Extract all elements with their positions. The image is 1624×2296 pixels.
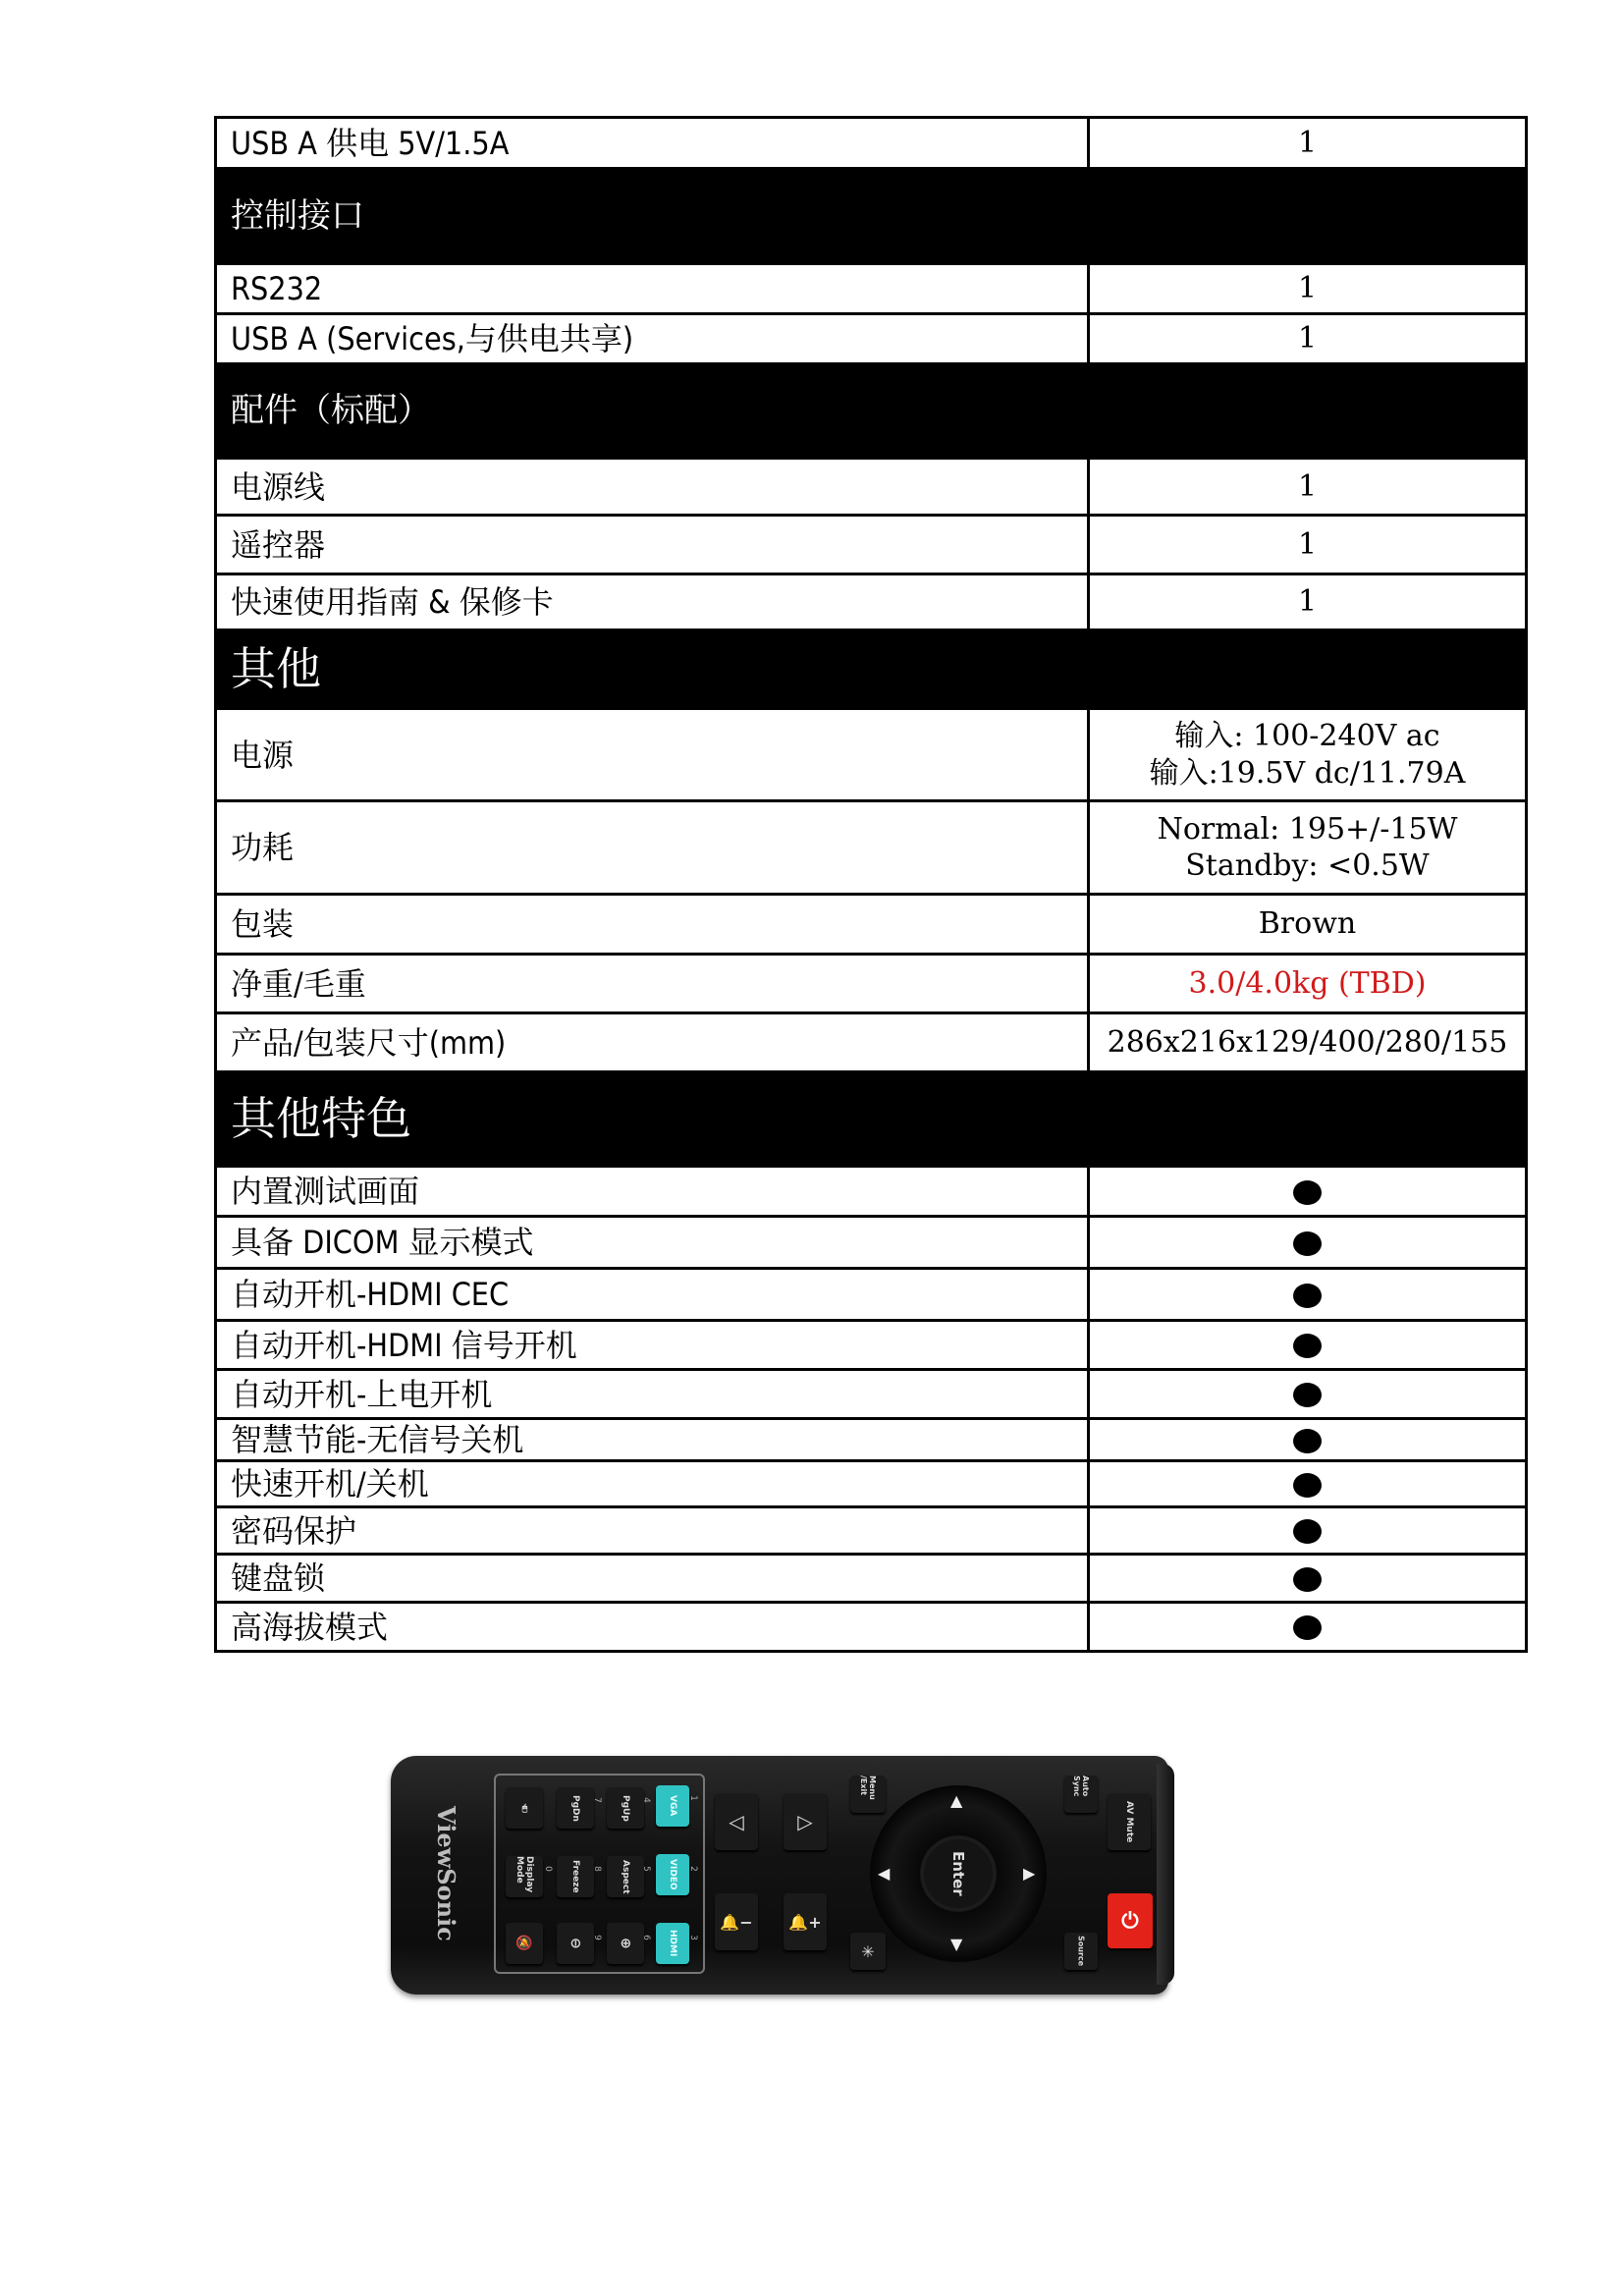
zoom-in-icon: ⊕	[607, 1923, 644, 1964]
brand-logo: ViewSonic	[432, 1806, 460, 1941]
table-row	[216, 1321, 1527, 1370]
row-value	[1089, 1555, 1527, 1603]
row-label: RS232	[216, 264, 1089, 314]
row-value	[1089, 709, 1527, 801]
num-label: 0	[542, 1866, 553, 1872]
num-label: 4	[640, 1797, 651, 1803]
bullet-icon	[1293, 1519, 1322, 1544]
remote-endcap	[1157, 1764, 1174, 1985]
remote-keypad	[494, 1774, 705, 1974]
section-title: 其他	[216, 630, 1527, 709]
pgdn-key: PgDn	[557, 1787, 594, 1829]
row-label: 自动开机-HDMI 信号开机	[216, 1321, 1089, 1370]
left-arrow-icon: ◀	[878, 1864, 891, 1883]
table-row	[216, 1555, 1527, 1603]
bullet-icon	[1293, 1567, 1322, 1592]
freeze-key: Freeze	[557, 1856, 594, 1897]
table-row	[216, 118, 1527, 169]
light-icon: ✳	[850, 1933, 886, 1970]
row-value: Brown	[1089, 895, 1527, 955]
vga-key: VGA	[656, 1785, 689, 1827]
row-label: 密码保护	[216, 1507, 1089, 1555]
section-header-control	[216, 169, 1527, 264]
row-label: 键盘锁	[216, 1555, 1089, 1603]
num-label: 2	[687, 1866, 698, 1872]
bullet-icon	[1293, 1284, 1322, 1308]
row-label: 智慧节能-无信号关机	[216, 1419, 1089, 1461]
num-label: 8	[591, 1866, 602, 1872]
row-value: 1	[1089, 516, 1527, 574]
source-key: Source	[1064, 1933, 1098, 1970]
section-header-features	[216, 1072, 1527, 1167]
row-label: 功耗	[216, 801, 1089, 895]
power-icon: ⏻	[1108, 1893, 1153, 1948]
enter-key: Enter	[924, 1839, 993, 1908]
video-key: VIDEO	[656, 1854, 689, 1895]
row-value	[1089, 1167, 1527, 1217]
row-value	[1089, 1461, 1527, 1507]
row-value	[1089, 1507, 1527, 1555]
row-label: 具备 DICOM 显示模式	[216, 1217, 1089, 1269]
section-title: 配件（标配）	[216, 364, 1527, 459]
table-row	[216, 264, 1527, 314]
num-label: 6	[640, 1935, 651, 1941]
row-label: 内置测试画面	[216, 1167, 1089, 1217]
table-row	[216, 516, 1527, 574]
table-row	[216, 955, 1527, 1013]
num-label: 3	[687, 1935, 698, 1941]
bullet-icon	[1293, 1334, 1322, 1358]
bullet-icon	[1293, 1473, 1322, 1498]
mute-icon: 🔕	[506, 1923, 543, 1964]
pgup-key: PgUp	[607, 1787, 644, 1829]
spec-table	[214, 116, 1528, 1653]
table-row	[216, 1013, 1527, 1072]
bullet-icon	[1293, 1231, 1322, 1256]
row-label: 产品/包装尺寸(mm)	[216, 1013, 1089, 1072]
row-label: 高海拔模式	[216, 1603, 1089, 1652]
num-label: 9	[591, 1935, 602, 1941]
row-label: 快速开机/关机	[216, 1461, 1089, 1507]
table-row	[216, 1167, 1527, 1217]
num-label: 7	[591, 1797, 602, 1803]
display-mode-key: Display Mode	[506, 1856, 543, 1897]
mouse-icon: 🖱	[506, 1787, 543, 1829]
bullet-icon	[1293, 1429, 1322, 1453]
row-value	[1089, 801, 1527, 895]
section-header-accessories	[216, 364, 1527, 459]
row-value	[1089, 1419, 1527, 1461]
row-label: 包装	[216, 895, 1089, 955]
section-title: 其他特色	[216, 1072, 1527, 1167]
row-label: 电源线	[216, 459, 1089, 516]
table-row	[216, 709, 1527, 801]
row-value: 1	[1089, 314, 1527, 364]
row-value: 1	[1089, 264, 1527, 314]
row-label: 净重/毛重	[216, 955, 1089, 1013]
table-row	[216, 1269, 1527, 1321]
bullet-icon	[1293, 1180, 1322, 1205]
table-row	[216, 1370, 1527, 1419]
volume-up-icon: 🔔+	[784, 1893, 827, 1950]
row-value	[1089, 1217, 1527, 1269]
row-value	[1089, 1370, 1527, 1419]
remote-control-image	[391, 1756, 1168, 1995]
menu-exit-key: Menu /Exit	[850, 1776, 886, 1813]
table-row	[216, 1217, 1527, 1269]
section-title: 控制接口	[216, 169, 1527, 264]
row-value	[1089, 1269, 1527, 1321]
table-row	[216, 1419, 1527, 1461]
value-line: Normal: 195+/-15W	[1157, 811, 1458, 847]
value-line: 输入: 100-240V ac	[1174, 719, 1440, 753]
zoom-out-icon: ⊖	[557, 1923, 594, 1964]
av-mute-key: AV Mute	[1108, 1793, 1151, 1850]
keystone-left-icon: ◁	[715, 1793, 758, 1850]
table-row	[216, 574, 1527, 630]
value-line: 输入:19.5V dc/11.79A	[1149, 755, 1466, 791]
down-arrow-icon: ▼	[950, 1935, 963, 1953]
row-value-tbd: 3.0/4.0kg (TBD)	[1089, 955, 1527, 1013]
row-label: USB A (Services,与供电共享)	[216, 314, 1089, 364]
table-row	[216, 1507, 1527, 1555]
row-label: USB A 供电 5V/1.5A	[216, 118, 1089, 169]
aspect-key: Aspect	[607, 1856, 644, 1897]
dpad	[870, 1785, 1047, 1962]
keystone-right-icon: ▷	[784, 1793, 827, 1850]
right-arrow-icon: ▶	[1023, 1864, 1036, 1883]
row-value: 286x216x129/400/280/155	[1089, 1013, 1527, 1072]
num-label: 5	[640, 1866, 651, 1872]
volume-down-icon: 🔔−	[715, 1893, 758, 1950]
row-label: 电源	[216, 709, 1089, 801]
row-value: 1	[1089, 459, 1527, 516]
row-label: 遥控器	[216, 516, 1089, 574]
row-value: 1	[1089, 574, 1527, 630]
row-value	[1089, 1603, 1527, 1652]
bullet-icon	[1293, 1383, 1322, 1407]
row-label: 自动开机-HDMI CEC	[216, 1269, 1089, 1321]
table-row	[216, 1461, 1527, 1507]
table-row	[216, 895, 1527, 955]
row-value: 1	[1089, 118, 1527, 169]
num-label: 1	[687, 1795, 698, 1801]
table-row	[216, 459, 1527, 516]
row-label: 快速使用指南 & 保修卡	[216, 574, 1089, 630]
row-value	[1089, 1321, 1527, 1370]
section-header-other	[216, 630, 1527, 709]
table-row	[216, 801, 1527, 895]
bullet-icon	[1293, 1615, 1322, 1640]
row-label: 自动开机-上电开机	[216, 1370, 1089, 1419]
value-line: Standby: <0.5W	[1185, 848, 1430, 883]
table-row	[216, 1603, 1527, 1652]
auto-sync-key: Auto Sync	[1064, 1776, 1098, 1813]
hdmi-key: HDMI	[656, 1923, 689, 1964]
up-arrow-icon: ▲	[950, 1791, 963, 1810]
table-row	[216, 314, 1527, 364]
